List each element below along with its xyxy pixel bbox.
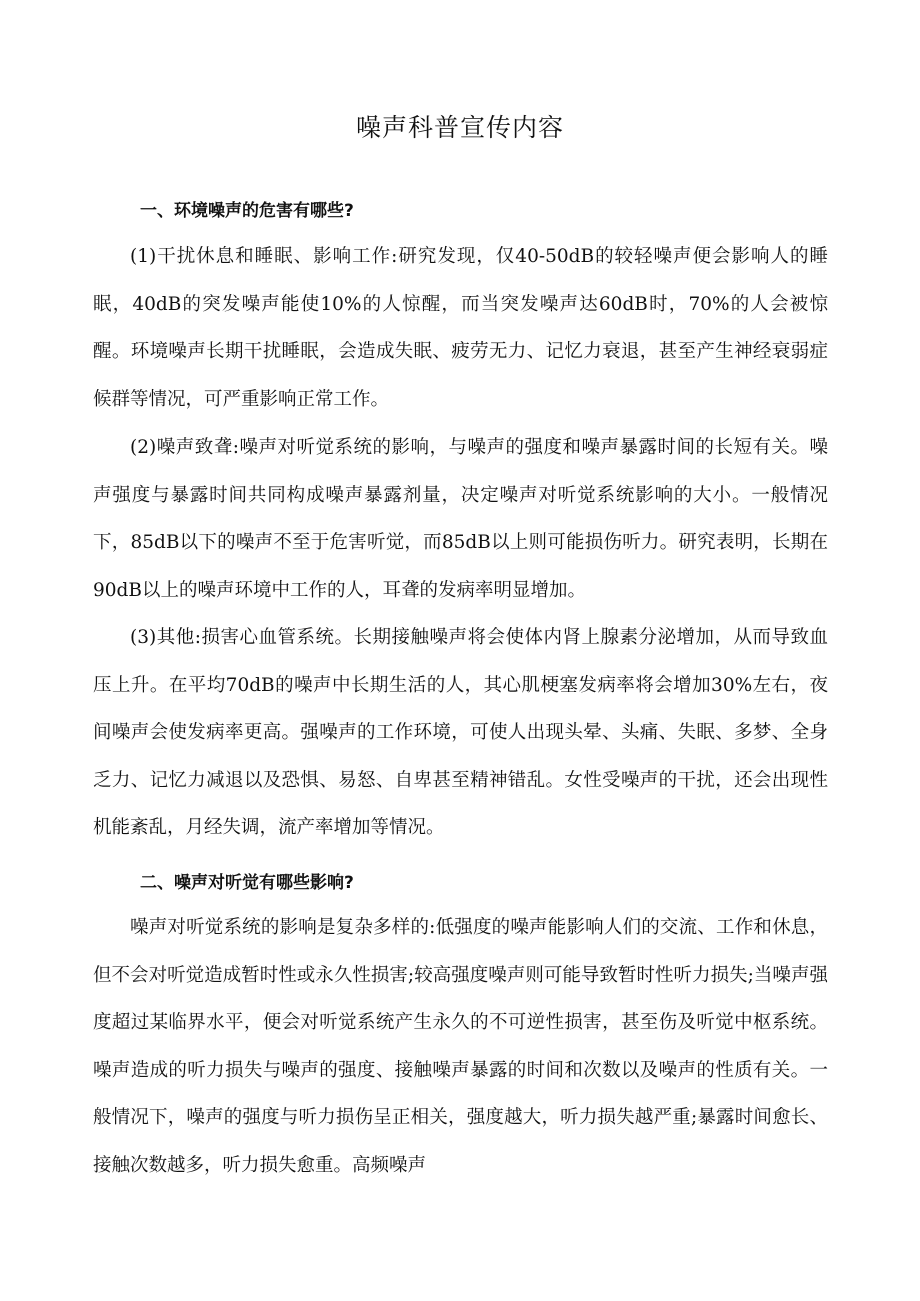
paragraph-other-effects: (3)其他:损害心血管系统。长期接触噪声将会使体内肾上腺素分泌增加，从而导致血压上升。在平均70dB的噪声中长期生活的人，其心肌梗塞发病率将会增加30%左右，夜间噪声会使发病率更高。强噪声的工作环境，可使人出现头晕、头痛、失眠、多梦、全身乏力、记忆力减退以及恐惧、易怒、自卑甚至精神错乱。女性受噪声的干扰，还会出现性机能紊乱，月经失调，流产率增加等情况。 — [93, 627, 828, 839]
paragraph-sleep-work: (1)干扰休息和睡眠、影响工作:研究发现，仅40-50dB的较轻噪声便会影响人的睡眠，40dB的突发噪声能使10%的人惊醒，而当突发噪声达60dB时，70%的人会被惊醒。环境噪声长期干扰睡眠，会造成失眠、疲劳无力、记忆力衰退，甚至产生神经衰弱症候群等情况，可严重影响正常工作。 — [93, 246, 828, 410]
paragraph-hearing-effects: 噪声对听觉系统的影响是复杂多样的:低强度的噪声能影响人们的交流、工作和休息，但不会对听觉造成暂时性或永久性损害;较高强度噪声则可能导致暂时性听力损失;当噪声强度超过某临界水平，便会对听觉系统产生永久的不可逆性损害，甚至伤及听觉中枢系统。噪声造成的听力损失与噪声的强度、接触噪声暴露的时间和次数以及噪声的性质有关。一般情况下，噪声的强度与听力损伤呈正相关，强度越大，听力损失越严重;暴露时间愈长、接触次数越多，听力损失愈重。高频噪声 — [93, 917, 828, 1176]
section-heading-hearing: 二、噪声对听觉有哪些影响? — [140, 873, 354, 893]
paragraph-deafness: (2)噪声致聋:噪声对听觉系统的影响，与噪声的强度和噪声暴露时间的长短有关。噪声强度与暴露时间共同构成噪声暴露剂量，决定噪声对听觉系统影响的大小。一般情况下，85dB以下的噪声不至于危害听觉，而85dB以上则可能损伤听力。研究表明，长期在90dB以上的噪声环境中工作的人，耳聋的发病率明显增加。 — [93, 437, 828, 601]
page-title: 噪声科普宣传内容 — [355, 113, 564, 142]
section-heading-hazards: 一、环境噪声的危害有哪些? — [140, 201, 354, 221]
